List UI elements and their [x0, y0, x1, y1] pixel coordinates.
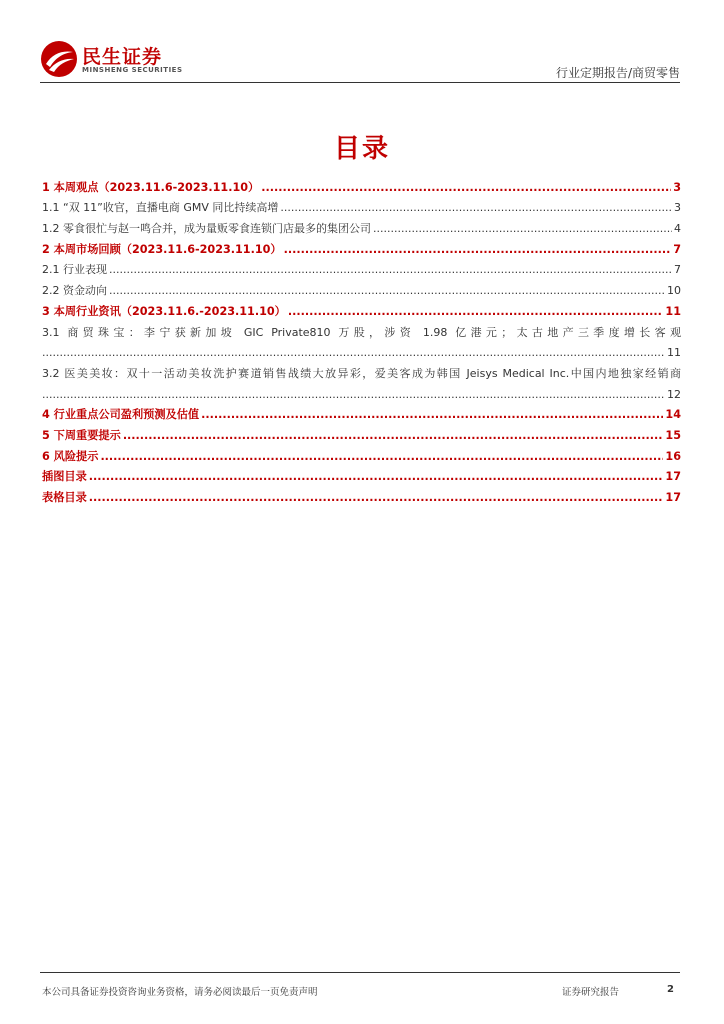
toc-leader-dots	[123, 429, 664, 443]
toc-leader-dots	[100, 450, 663, 464]
toc-entry-text: 6 风险提示	[42, 449, 99, 463]
page-header	[0, 0, 724, 90]
toc-leader-dots	[89, 491, 664, 505]
logo-chinese-name: 民生证券	[82, 46, 163, 68]
toc-entry-continuation[interactable]	[42, 340, 681, 361]
report-type-label: 行业定期报告/商贸零售	[555, 66, 680, 80]
toc-entry-text: 2.2 资金动向	[42, 284, 107, 298]
toc-entry-text: 1 本周观点（2023.11.6-2023.11.10）	[42, 180, 260, 194]
page-number: 2	[667, 984, 674, 995]
toc-entry[interactable]	[42, 464, 681, 485]
toc-entry[interactable]	[42, 422, 681, 443]
toc-entry-text: 插图目录	[42, 470, 87, 484]
toc-entry-page: 16	[665, 449, 681, 463]
toc-leader-dots	[109, 263, 672, 277]
toc-entry[interactable]	[42, 195, 681, 216]
toc-entry[interactable]	[42, 319, 681, 340]
toc-leader-dots	[42, 346, 665, 360]
toc-entry-page: 10	[667, 284, 681, 298]
toc-leader-dots	[288, 305, 664, 319]
toc-entry-text: 5 下周重要提示	[42, 428, 121, 442]
toc-entry[interactable]	[42, 174, 681, 195]
footer-disclaimer: 本公司具备证券投资咨询业务资格，请务必阅读最后一页免责声明	[42, 987, 318, 998]
toc-entry-text: 3 本周行业资讯（2023.11.6.-2023.11.10）	[42, 304, 286, 318]
toc-entry[interactable]	[42, 215, 681, 236]
toc-entry-text: 4 行业重点公司盈利预测及估值	[42, 408, 200, 422]
toc-leader-dots	[284, 243, 672, 257]
page-title: 目录	[333, 134, 390, 164]
company-logo	[40, 40, 183, 80]
toc-entry-text: 3.2 医美美妆：双十一活动美妆洗护赛道销售战绩大放异彩，爱美客成为韩国 Jeisys Medical Inc.中国内地独家经销商	[42, 366, 681, 380]
toc-leader-dots	[42, 388, 665, 402]
toc-entry-page: 12	[667, 387, 681, 401]
toc-entry[interactable]	[42, 298, 681, 319]
toc-entry[interactable]	[42, 402, 681, 423]
toc-leader-dots	[373, 222, 672, 236]
toc-entry-text: 3.1 商贸珠宝：李宁获新加坡 GIC Private810 万股，涉资 1.98 亿港元；太古地产三季度增长客观	[42, 325, 681, 339]
toc-entry[interactable]	[42, 360, 681, 381]
toc-entry-page: 11	[667, 346, 681, 360]
toc-leader-dots	[89, 470, 664, 484]
toc-entry-page: 3	[673, 180, 681, 194]
toc-entry[interactable]	[42, 277, 681, 298]
toc-entry-text: 2 本周市场回顾（2023.11.6-2023.11.10）	[42, 242, 282, 256]
toc-entry-page: 3	[674, 201, 681, 215]
logo-english-name: MINSHENG SECURITIES	[82, 66, 183, 74]
toc-entry[interactable]	[42, 484, 681, 505]
toc-entry-page: 7	[674, 263, 681, 277]
toc-entry[interactable]	[42, 236, 681, 257]
toc-leader-dots	[201, 408, 663, 422]
footer-report-label: 证券研究报告	[562, 987, 620, 998]
toc-entry-continuation[interactable]	[42, 381, 681, 402]
minsheng-logo-icon	[40, 40, 78, 78]
toc-entry-text: 1.1 “双 11”收官，直播电商 GMV 同比持续高增	[42, 201, 279, 215]
toc-leader-dots	[109, 284, 665, 298]
toc-entry-text: 2.1 行业表现	[42, 263, 107, 277]
toc-entry-text: 表格目录	[42, 491, 87, 504]
toc-leader-dots	[261, 181, 671, 195]
header-divider	[40, 82, 680, 83]
toc-entry-page: 4	[674, 222, 681, 236]
toc-entry-page: 14	[665, 408, 681, 422]
toc-entry-text: 1.2 零食很忙与赵一鸣合并，成为量贩零食连锁门店最多的集团公司	[42, 222, 371, 236]
toc-entry-page: 17	[665, 470, 681, 484]
footer-divider	[40, 972, 680, 973]
table-of-contents	[42, 174, 681, 505]
toc-entry-page: 17	[665, 491, 681, 504]
toc-entry[interactable]	[42, 443, 681, 464]
toc-entry[interactable]	[42, 257, 681, 278]
toc-entry-page: 7	[673, 242, 681, 256]
toc-leader-dots	[280, 201, 672, 215]
toc-entry-page: 15	[665, 428, 681, 442]
toc-entry-page: 11	[665, 304, 681, 318]
